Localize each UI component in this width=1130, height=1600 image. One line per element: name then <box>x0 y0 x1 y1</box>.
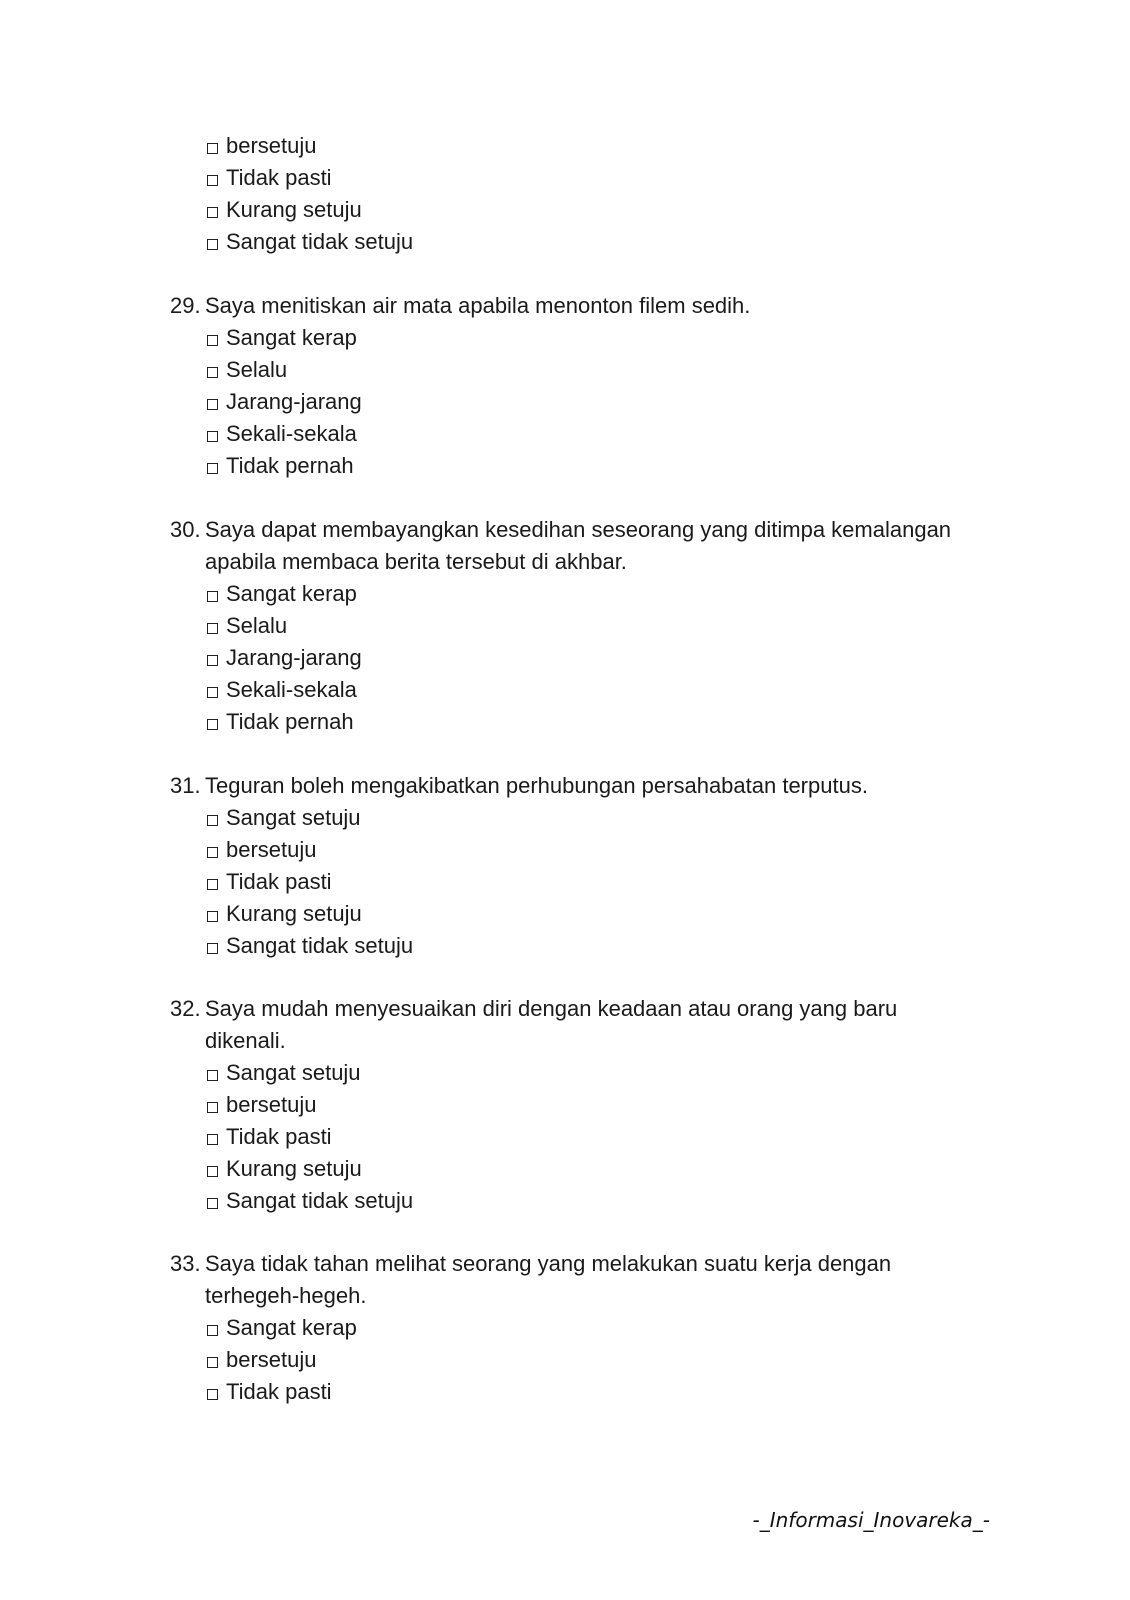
option-checkbox[interactable] <box>207 162 332 194</box>
checkbox-icon[interactable] <box>207 399 218 410</box>
option-label: Jarang-jarang <box>226 645 362 670</box>
checkbox-icon[interactable] <box>207 1166 218 1177</box>
checkbox-icon[interactable] <box>207 1198 218 1209</box>
checkbox-icon[interactable] <box>207 687 218 698</box>
option-checkbox[interactable] <box>207 834 317 866</box>
option-checkbox[interactable] <box>207 578 357 610</box>
option-label: bersetuju <box>226 1347 317 1372</box>
option-label: Sangat setuju <box>226 1060 361 1085</box>
question-text: apabila membaca berita tersebut di akhbar. <box>205 549 627 574</box>
option-label: Sekali-sekala <box>226 677 357 702</box>
question-text: Saya tidak tahan melihat seorang yang melakukan suatu kerja dengan <box>205 1251 892 1276</box>
option-label: Tidak pasti <box>226 869 332 894</box>
checkbox-icon[interactable] <box>207 1325 218 1336</box>
option-label: Selalu <box>226 613 288 638</box>
option-checkbox[interactable] <box>207 674 357 706</box>
checkbox-icon[interactable] <box>207 911 218 922</box>
option-label: bersetuju <box>226 837 317 862</box>
checkbox-icon[interactable] <box>207 879 218 890</box>
checkbox-icon[interactable] <box>207 1102 218 1113</box>
checkbox-icon[interactable] <box>207 1357 218 1368</box>
option-checkbox[interactable] <box>207 226 413 258</box>
checkbox-icon[interactable] <box>207 175 218 186</box>
option-checkbox[interactable] <box>207 866 332 898</box>
option-label: bersetuju <box>226 1092 317 1117</box>
checkbox-icon[interactable] <box>207 1070 218 1081</box>
option-label: Kurang setuju <box>226 1156 362 1181</box>
option-checkbox[interactable] <box>207 898 362 930</box>
option-label: Sangat setuju <box>226 805 361 830</box>
option-label: Tidak pernah <box>226 453 354 478</box>
checkbox-icon[interactable] <box>207 239 218 250</box>
question-number: 31. <box>170 773 201 798</box>
option-checkbox[interactable] <box>207 1121 332 1153</box>
checkbox-icon[interactable] <box>207 1134 218 1145</box>
option-label: Tidak pasti <box>226 165 332 190</box>
option-label: Jarang-jarang <box>226 389 362 414</box>
option-checkbox[interactable] <box>207 1153 362 1185</box>
question-text: terhegeh-hegeh. <box>205 1283 367 1308</box>
option-checkbox[interactable] <box>207 930 413 962</box>
footer-watermark: -_Informasi_Inovareka_- <box>752 1508 990 1532</box>
option-checkbox[interactable] <box>207 418 357 450</box>
checkbox-icon[interactable] <box>207 431 218 442</box>
checkbox-icon[interactable] <box>207 623 218 634</box>
question-number: 30. <box>170 517 201 542</box>
option-checkbox[interactable] <box>207 130 317 162</box>
option-checkbox[interactable] <box>207 386 362 418</box>
question-number: 33. <box>170 1251 201 1276</box>
checkbox-icon[interactable] <box>207 719 218 730</box>
option-checkbox[interactable] <box>207 802 361 834</box>
checkbox-icon[interactable] <box>207 591 218 602</box>
option-checkbox[interactable] <box>207 450 354 482</box>
option-checkbox[interactable] <box>207 1057 361 1089</box>
checkbox-icon[interactable] <box>207 847 218 858</box>
checkbox-icon[interactable] <box>207 367 218 378</box>
option-checkbox[interactable] <box>207 642 362 674</box>
question-text: Saya mudah menyesuaikan diri dengan keadaan atau orang yang baru <box>205 996 898 1021</box>
option-checkbox[interactable] <box>207 1312 357 1344</box>
option-label: Sangat tidak setuju <box>226 933 414 958</box>
option-checkbox[interactable] <box>207 194 362 226</box>
question-text: Teguran boleh mengakibatkan perhubungan persahabatan terputus. <box>205 773 868 798</box>
option-checkbox[interactable] <box>207 354 287 386</box>
checkbox-icon[interactable] <box>207 815 218 826</box>
option-label: Selalu <box>226 357 288 382</box>
checkbox-icon[interactable] <box>207 1389 218 1400</box>
question-text: dikenali. <box>205 1028 286 1053</box>
option-checkbox[interactable] <box>207 1185 413 1217</box>
option-label: Sangat kerap <box>226 1315 357 1340</box>
option-checkbox[interactable] <box>207 322 357 354</box>
option-checkbox[interactable] <box>207 706 354 738</box>
option-label: Kurang setuju <box>226 197 362 222</box>
option-checkbox[interactable] <box>207 1376 332 1408</box>
option-checkbox[interactable] <box>207 610 287 642</box>
checkbox-icon[interactable] <box>207 943 218 954</box>
option-label: Tidak pernah <box>226 709 354 734</box>
option-label: Sangat kerap <box>226 325 357 350</box>
checkbox-icon[interactable] <box>207 207 218 218</box>
option-checkbox[interactable] <box>207 1344 317 1376</box>
question-text: Saya menitiskan air mata apabila menonton filem sedih. <box>205 293 751 318</box>
checkbox-icon[interactable] <box>207 463 218 474</box>
option-label: bersetuju <box>226 133 317 158</box>
checkbox-icon[interactable] <box>207 143 218 154</box>
option-label: Tidak pasti <box>226 1379 332 1404</box>
question-text: Saya dapat membayangkan kesedihan seseorang yang ditimpa kemalangan <box>205 517 952 542</box>
checkbox-icon[interactable] <box>207 655 218 666</box>
option-label: Tidak pasti <box>226 1124 332 1149</box>
option-label: Sangat tidak setuju <box>226 1188 414 1213</box>
option-checkbox[interactable] <box>207 1089 317 1121</box>
option-label: Sekali-sekala <box>226 421 357 446</box>
option-label: Sangat tidak setuju <box>226 229 414 254</box>
question-number: 29. <box>170 293 201 318</box>
option-label: Sangat kerap <box>226 581 357 606</box>
question-number: 32. <box>170 996 201 1021</box>
option-label: Kurang setuju <box>226 901 362 926</box>
checkbox-icon[interactable] <box>207 335 218 346</box>
